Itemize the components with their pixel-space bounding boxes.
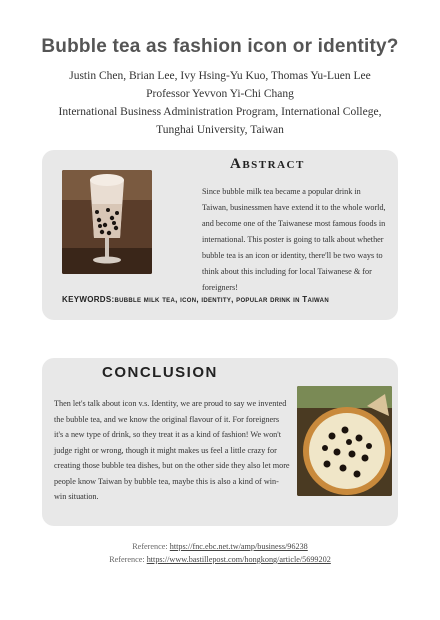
- abstract-heading: Abstract: [230, 156, 305, 172]
- conclusion-card: [42, 358, 398, 526]
- keywords-line: [62, 295, 392, 304]
- bubble-tea-photo: [62, 170, 152, 274]
- poster-title: Bubble tea as fashion icon or identity?: [41, 36, 399, 57]
- author-block: [50, 67, 390, 139]
- keywords-list: bubble milk tea, icon, identity, popular drink in Taiwan: [114, 295, 329, 304]
- conclusion-heading: CONCLUSION: [102, 364, 218, 381]
- keywords-label: KEYWORDS:: [62, 295, 115, 304]
- abstract-body: Since bubble milk tea became a popular drink in Taiwan, businessmen have extend it to the whole world, and become one of the Taiwanese most famous foods in international. This poster is going to talk about whether bubble tea is an icon or identity, there'll be two ways to think about this including for local Taiwanese & for foreigners!: [202, 187, 386, 292]
- reference-link-1[interactable]: https://fnc.ebc.net.tw/amp/business/96238: [169, 542, 308, 551]
- author-names: Justin Chen, Brian Lee, Ivy Hsing-Yu Kuo, Thomas Yu-Luen Lee: [69, 70, 371, 82]
- reference-2: Reference: https://www.bastillepost.com/hongkong/article/5699202: [109, 555, 331, 564]
- bubble-tea-glass-icon: [62, 170, 152, 274]
- pizza-icon: [297, 386, 392, 496]
- conclusion-body: Then let's talk about icon v.s. Identity, we are proud to say we invented the bubble tea, and we know the original flavour of it. For foreigners it's a new type of drink, so they treat it as a kind of fashion! We won't judge right or wrong, though it might makes us feel a little crazy for creating those bubble tea dishes, but on the other side they also let more people know Taiwan by bubble tea, maybe this is also a kind of win-win situation.: [54, 399, 290, 501]
- reference-link-2[interactable]: https://www.bastillepost.com/hongkong/article/5699202: [146, 555, 331, 564]
- professor-name: Professor Yevvon Yi-Chi Chang: [146, 88, 294, 100]
- abstract-card: [42, 150, 398, 320]
- affiliation: International Business Administration Program, International College, Tunghai University, Taiwan: [58, 106, 382, 136]
- references: [0, 540, 440, 566]
- reference-1: Reference: https://fnc.ebc.net.tw/amp/business/96238: [132, 542, 308, 551]
- bubble-tea-pizza-photo: [297, 386, 392, 496]
